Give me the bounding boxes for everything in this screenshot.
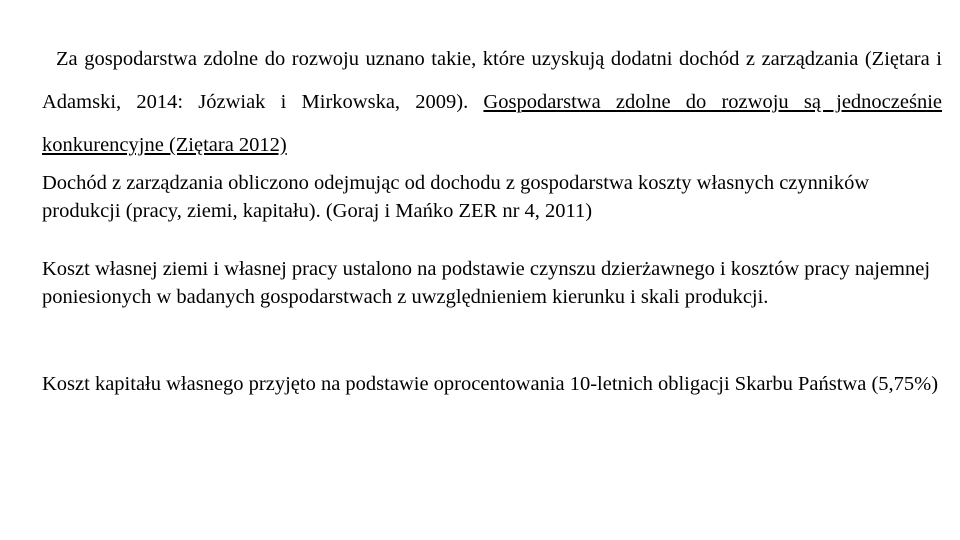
paragraph-land-labor-cost: Koszt własnej ziemi i własnej pracy ustalono na podstawie czynszu dzierżawnego i kosztów pracy najemnej poniesionych w badanych gospodarstwach z uwzględnieniem kierunku i skali produkcji. [42,258,931,308]
paragraph-definition [42,38,942,167]
paragraph-definition-text: Za gospodarstwa zdolne do rozwoju uznano takie, które uzyskują dodatni dochód z zarządzania (Ziętara i Adamski, 2014: Józwiak i Mirkowska, 2009). [42,48,942,113]
paragraph-definition-underlined: Gospodarstwa zdolne do rozwoju są jednocześnie konkurencyjne (Ziętara 2012) [42,91,943,156]
paragraph-management-income: Dochód z zarządzania obliczono odejmując od dochodu z gospodarstwa koszty własnych czynników produkcji (pracy, ziemi, kapitału). (Goraj i Mańko ZER nr 4, 2011) [42,172,870,222]
paragraph-capital-cost: Koszt kapitału własnego przyjęto na podstawie oprocentowania 10-letnich obligacji Skarbu Państwa (5,75%) [42,373,939,395]
